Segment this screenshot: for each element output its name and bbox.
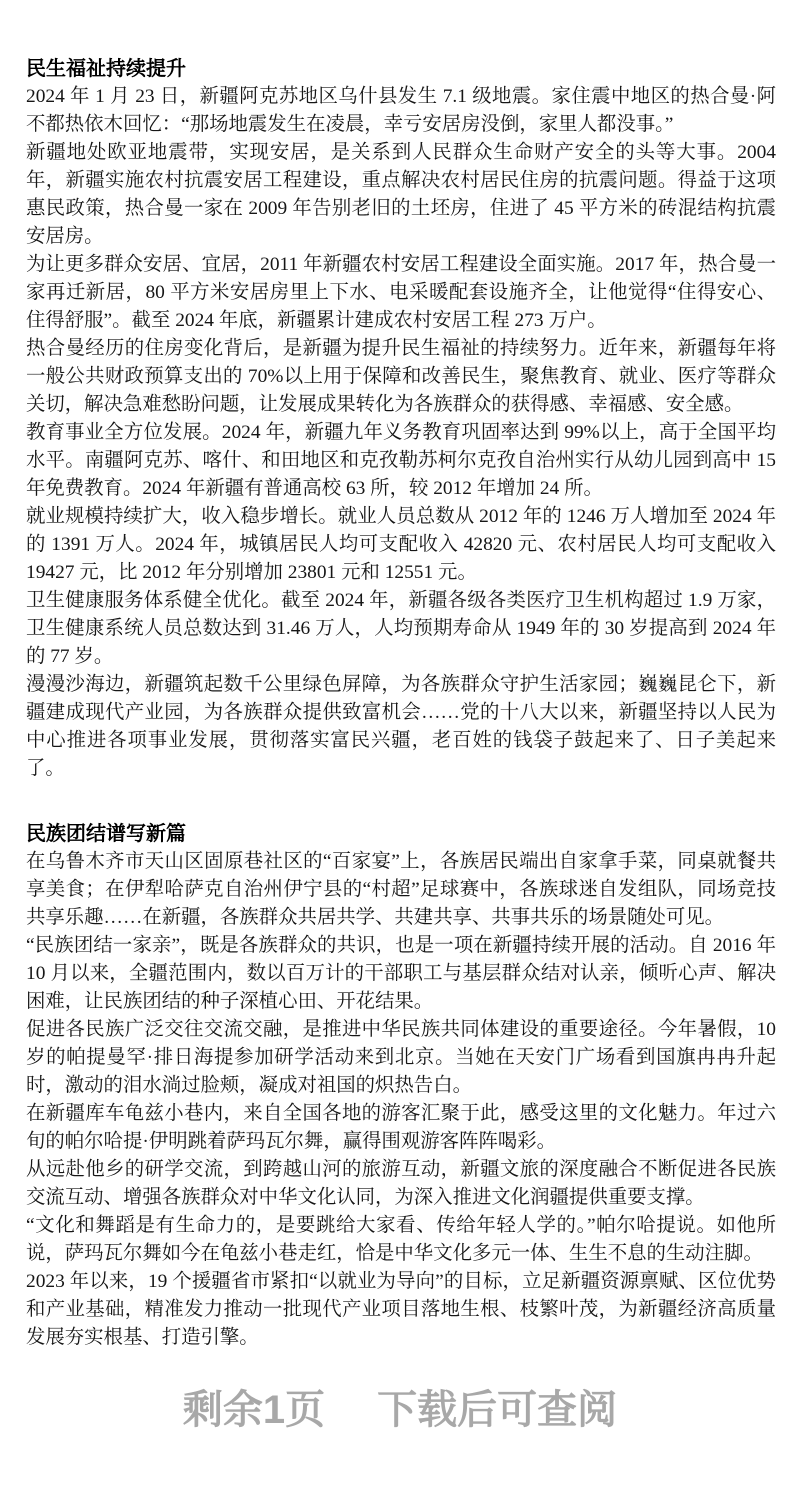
paragraph-exchange-study: 促进各民族广泛交往交流交融，是推进中华民族共同体建设的重要途径。今年暑假，10 岁的帕提曼罕·排日海提参加研学活动来到北京。当她在天安门广场看到国旗冉冉升起时，激动的泪水淌过脸颊，凝成对祖国的炽热告白。 [26,1019,776,1096]
paragraph-unity-family: “民族团结一家亲”，既是各族群众的共识，也是一项在新疆持续开展的活动。自 2016 年 10 月以来，全疆范围内，数以百万计的干部职工与基层群众结对认亲，倾听心声、解决困难，让民族团结的种子深植心田、开花结果。 [26,935,776,1012]
document-content [26,55,776,1352]
paragraph-health: 卫生健康服务体系健全优化。截至 2024 年，新疆各级各类医疗卫生机构超过 1.9 万家，卫生健康系统人员总数达到 31.46 万人，人均预期寿命从 1949 年的 30 岁提高到 2024 年的 77 岁。 [26,590,776,667]
paragraph-kuqa-alley: 在新疆库车龟兹小巷内，来自全国各地的游客汇聚于此，感受这里的文化魅力。年过六旬的帕尔哈提·伊明跳着萨玛瓦尔舞，赢得围观游客阵阵喝彩。 [26,1103,776,1152]
paragraph-fiscal-spending: 热合曼经历的住房变化背后，是新疆为提升民生福祉的持续努力。近年来，新疆每年将一般公共财政预算支出的 70%以上用于保障和改善民生，聚焦教育、就业、医疗等群众关切，解决急难愁盼问题，让发展成果转化为各族群众的获得感、幸福感、安全感。 [26,338,776,415]
section-ethnic-unity [26,820,776,1352]
paragraph-earthquake: 2024 年 1 月 23 日，新疆阿克苏地区乌什县发生 7.1 级地震。家住震中地区的热合曼·阿不都热依木回忆：“那场地震发生在凌晨，幸亏安居房没倒，家里人都没事。” [26,86,776,135]
paragraph-community-banquet: 在乌鲁木齐市天山区固原巷社区的“百家宴”上，各族居民端出自家拿手菜，同桌就餐共享美食；在伊犁哈萨克自治州伊宁县的“村超”足球赛中，各族球迷自发组队，同场竞技共享乐趣……在新疆，各族群众共居共学、共建共享、共事共乐的场景随处可见。 [26,851,776,928]
paragraph-aid-provinces: 2023 年以来，19 个援疆省市紧扣“以就业为导向”的目标，立足新疆资源禀赋、区位优势和产业基础，精准发力推动一批现代产业项目落地生根、枝繁叶茂，为新疆经济高质量发展夯实根基、打造引擎。 [26,1271,776,1348]
section-livelihood [26,55,776,783]
paragraph-housing-project: 为让更多群众安居、宜居，2011 年新疆农村安居工程建设全面实施。2017 年，热合曼一家再迁新居，80 平方米安居房里上下水、电采暖配套设施齐全，让他觉得“住得安心、住得舒服”。截至 2024 年底，新疆累计建成农村安居工程 273 万户。 [26,254,776,331]
paragraph-employment-income: 就业规模持续扩大，收入稳步增长。就业人员总数从 2012 年的 1246 万人增加至 2024 年的 1391 万人。2024 年，城镇居民人均可支配收入 42820 元、农村居民人均可支配收入 19427 元，比 2012 年分别增加 23801 元和 12551 元。 [26,506,776,583]
paragraph-dance-quote: “文化和舞蹈是有生命力的，是要跳给大家看、传给年轻人学的。”帕尔哈提说。如他所说，萨玛瓦尔舞如今在龟兹小巷走红，恰是中华文化多元一体、生生不息的生动注脚。 [26,1215,776,1264]
remaining-pages-label: 剩余1页 [182,1388,326,1432]
paragraph-development-summary: 漫漫沙海边，新疆筑起数千公里绿色屏障，为各族群众守护生活家园；巍巍昆仑下，新疆建成现代产业园，为各族群众提供致富机会……党的十八大以来，新疆坚持以人民为中心推进各项事业发展，贯彻落实富民兴疆，老百姓的钱袋子鼓起来了、日子美起来了。 [26,674,776,779]
paragraph-education: 教育事业全方位发展。2024 年，新疆九年义务教育巩固率达到 99%以上，高于全国平均水平。南疆阿克苏、喀什、和田地区和克孜勒苏柯尔克孜自治州实行从幼儿园到高中 15 年免费教育。2024 年新疆有普通高校 63 所，较 2012 年增加 24 所。 [26,422,776,499]
download-watermark [0,1388,800,1432]
section-heading-livelihood: 民生福祉持续提升 [26,58,186,80]
download-hint-label: 下载后可查阅 [377,1388,618,1432]
paragraph-seismic-housing: 新疆地处欧亚地震带，实现安居，是关系到人民群众生命财产安全的头等大事。2004 年，新疆实施农村抗震安居工程建设，重点解决农村居民住房的抗震问题。得益于这项惠民政策，热合曼一家在 2009 年告别老旧的土坯房，住进了 45 平方米的砖混结构抗震安居房。 [26,142,776,247]
section-heading-ethnic-unity: 民族团结谱写新篇 [26,823,186,845]
paragraph-culture-tourism: 从远赴他乡的研学交流，到跨越山河的旅游互动，新疆文旅的深度融合不断促进各民族交流互动、增强各族群众对中华文化认同，为深入推进文化润疆提供重要支撑。 [26,1159,776,1208]
